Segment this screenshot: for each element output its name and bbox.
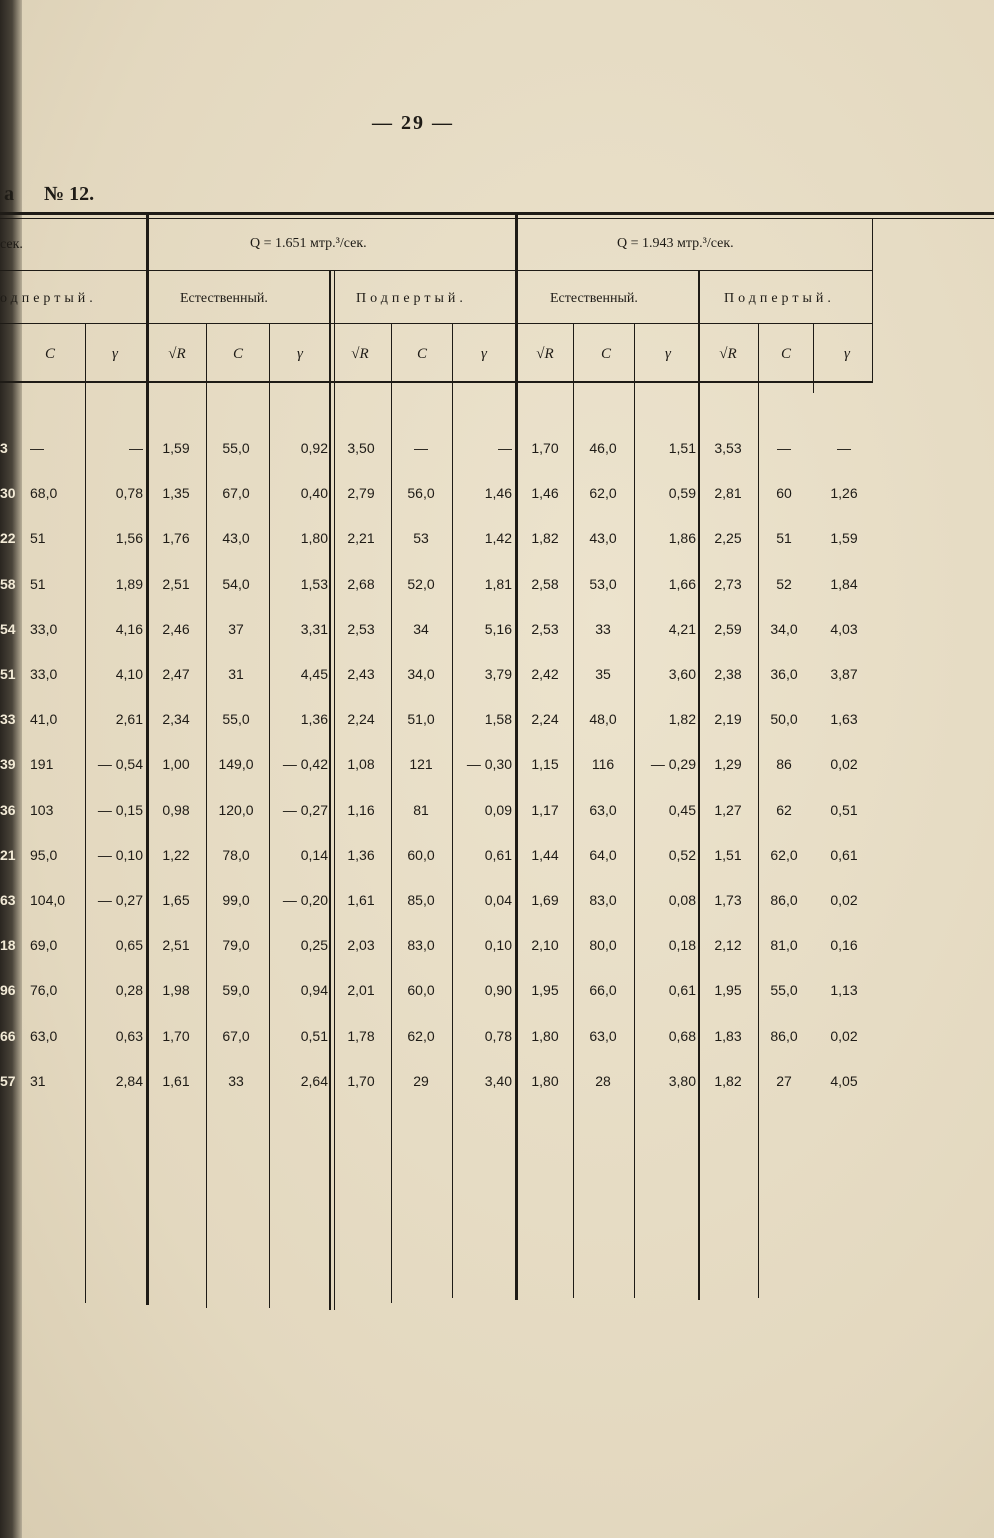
table-cell: —	[129, 440, 143, 456]
table-cell: 2,53	[347, 621, 375, 637]
table-cell: 2,51	[162, 937, 190, 953]
table-cell: 33,0	[30, 666, 58, 682]
table-cell: 1,69	[531, 892, 559, 908]
table-cell: 1,51	[714, 847, 742, 863]
table-cell: 0,02	[830, 1028, 858, 1044]
table-cell: 1,53	[300, 576, 328, 592]
sym-gamma-1: γ	[297, 346, 303, 362]
table-cell: 37	[228, 621, 244, 637]
table-cell: — 0,20	[282, 892, 328, 908]
table-cell: 1,15	[531, 756, 559, 772]
table-cell: 0,61	[668, 982, 696, 998]
table-cell-index: 22	[0, 530, 16, 546]
col-rule-f	[573, 323, 574, 1298]
table-cell: 46,0	[589, 440, 617, 456]
table-cell: 33,0	[30, 621, 58, 637]
sym-c-3: C	[600, 346, 611, 362]
table-cell: 60,0	[407, 847, 435, 863]
sym-sqrtR-3: √R	[536, 346, 554, 362]
table-cell: 1,13	[830, 982, 858, 998]
table-cell: 63,0	[30, 1028, 58, 1044]
table-cell: 1,26	[830, 485, 858, 501]
table-cell: —	[30, 440, 44, 456]
table-cell: — 0,29	[650, 756, 696, 772]
table-cell: 1,98	[162, 982, 190, 998]
table-cell: 83,0	[407, 937, 435, 953]
table-cell: — 0,27	[97, 892, 143, 908]
table-cell-index: 96	[0, 982, 16, 998]
table-cell: 86,0	[770, 1028, 798, 1044]
table-cell: 0,92	[300, 440, 328, 456]
table-cell: 2,25	[714, 530, 742, 546]
table-cell: 1,59	[162, 440, 190, 456]
table-cell: 0,59	[668, 485, 696, 501]
table-cell: 0,61	[484, 847, 512, 863]
table-cell: 0,02	[830, 892, 858, 908]
table-cell: 66,0	[589, 982, 617, 998]
table-cell: 2,79	[347, 485, 375, 501]
table-cell: 4,05	[830, 1073, 858, 1089]
table-cell: 4,45	[300, 666, 328, 682]
table-cell: 62	[776, 802, 792, 818]
table-cell: 1,81	[484, 576, 512, 592]
table-cell: 2,24	[347, 711, 375, 727]
table-cell: 1,82	[531, 530, 559, 546]
table-cell: 3,53	[714, 440, 742, 456]
table-cell: 2,53	[531, 621, 559, 637]
table-cell-index: 63	[0, 892, 16, 908]
table-cell: 54,0	[222, 576, 250, 592]
table-cell: 0,14	[300, 847, 328, 863]
table-cell: 2,73	[714, 576, 742, 592]
table-cell: 1,22	[162, 847, 190, 863]
table-cell: 1,73	[714, 892, 742, 908]
table-right-rule	[872, 218, 873, 383]
table-cell: — 0,30	[466, 756, 512, 772]
table-cell: 28	[595, 1073, 611, 1089]
table-cell: 60	[776, 485, 792, 501]
table-cell: 1,65	[162, 892, 190, 908]
table-cell: 0,68	[668, 1028, 696, 1044]
table-cell: 120,0	[218, 802, 254, 818]
table-cell: 55,0	[222, 440, 250, 456]
table-cell: 0,08	[668, 892, 696, 908]
table-top-rule-thin	[0, 218, 994, 219]
table-cell: 1,70	[531, 440, 559, 456]
table-cell: 149,0	[218, 756, 254, 772]
group-rule-2	[515, 215, 518, 1300]
table-cell: 81	[413, 802, 429, 818]
table-cell-index: 39	[0, 756, 16, 772]
table-cell: 79,0	[222, 937, 250, 953]
table-cell: 67,0	[222, 485, 250, 501]
table-cell: 50,0	[770, 711, 798, 727]
table-cell: 62,0	[407, 1028, 435, 1044]
sym-c-0: C	[44, 346, 55, 362]
header-divider-2	[0, 323, 872, 324]
table-cell: 1,80	[531, 1028, 559, 1044]
table-cell: 0,18	[668, 937, 696, 953]
table-cell: 1,83	[714, 1028, 742, 1044]
table-cell: 52	[776, 576, 792, 592]
col-rule-g	[634, 323, 635, 1298]
table-cell: 63,0	[589, 802, 617, 818]
table-cell: 60,0	[407, 982, 435, 998]
col-rule-h	[758, 323, 759, 1298]
table-cell: 34,0	[770, 621, 798, 637]
page-number: — 29 —	[372, 112, 454, 134]
table-cell: 76,0	[30, 982, 58, 998]
table-cell: 3,80	[668, 1073, 696, 1089]
table-cell: 0,04	[484, 892, 512, 908]
table-cell: 2,58	[531, 576, 559, 592]
table-cell: 191	[30, 756, 54, 772]
table-cell: 0,78	[484, 1028, 512, 1044]
table-cell: 43,0	[222, 530, 250, 546]
table-cell: —	[777, 440, 791, 456]
col-rule-i	[813, 323, 814, 393]
table-cell: 86,0	[770, 892, 798, 908]
table-cell: 3,79	[484, 666, 512, 682]
table-cell: 68,0	[30, 485, 58, 501]
table-cell: 1,16	[347, 802, 375, 818]
table-cell: — 0,27	[282, 802, 328, 818]
table-cell: 2,61	[115, 711, 143, 727]
table-cell: 1,80	[531, 1073, 559, 1089]
sym-gamma-0: γ	[112, 346, 118, 362]
sym-gamma-2: γ	[481, 346, 487, 362]
table-cell: 31	[228, 666, 244, 682]
table-cell: 43,0	[589, 530, 617, 546]
table-cell: 31	[30, 1073, 46, 1089]
table-cell: 51	[30, 530, 46, 546]
table-cell: 1,36	[300, 711, 328, 727]
header-bottom-rule	[0, 381, 872, 383]
table-cell: — 0,15	[97, 802, 143, 818]
table-cell: 1,36	[347, 847, 375, 863]
table-cell: 1,89	[115, 576, 143, 592]
table-cell: —	[498, 440, 512, 456]
table-cell: 1,66	[668, 576, 696, 592]
table-cell: 1,59	[830, 530, 858, 546]
table-cell: —	[414, 440, 428, 456]
table-cell: 1,84	[830, 576, 858, 592]
table-cell: 69,0	[30, 937, 58, 953]
table-cell: 55,0	[770, 982, 798, 998]
table-cell-index: 36	[0, 802, 16, 818]
table-cell: 0,94	[300, 982, 328, 998]
table-cell: 1,29	[714, 756, 742, 772]
table-cell: 121	[409, 756, 433, 772]
sym-gamma-4: γ	[844, 346, 850, 362]
table-cell: 0,10	[484, 937, 512, 953]
subgroup-rule-2	[698, 270, 700, 1300]
table-cell: 1,82	[714, 1073, 742, 1089]
table-cell: 1,58	[484, 711, 512, 727]
table-cell: 2,24	[531, 711, 559, 727]
table-cell: 2,81	[714, 485, 742, 501]
table-cell: 0,61	[830, 847, 858, 863]
table-cell: 0,51	[300, 1028, 328, 1044]
col-rule-d	[391, 323, 392, 1303]
table-cell: 33	[228, 1073, 244, 1089]
table-cell-index: 58	[0, 576, 16, 592]
table-cell: 67,0	[222, 1028, 250, 1044]
table-cell: 0,02	[830, 756, 858, 772]
table-cell: 63,0	[589, 1028, 617, 1044]
table-cell: 85,0	[407, 892, 435, 908]
table-cell: 2,51	[162, 576, 190, 592]
table-top-rule	[0, 212, 994, 215]
table-title-fragment: a	[4, 183, 14, 205]
table-cell-index: 51	[0, 666, 16, 682]
table-cell: 0,25	[300, 937, 328, 953]
table-cell: 3,60	[668, 666, 696, 682]
table-cell: 1,51	[668, 440, 696, 456]
table-cell: 1,70	[162, 1028, 190, 1044]
table-cell: 2,68	[347, 576, 375, 592]
table-cell: 2,43	[347, 666, 375, 682]
sym-c-4: C	[780, 346, 791, 362]
table-cell: 56,0	[407, 485, 435, 501]
table-cell-index: 18	[0, 937, 16, 953]
table-cell: 51,0	[407, 711, 435, 727]
table-cell: 1,44	[531, 847, 559, 863]
table-cell: 53	[413, 530, 429, 546]
table-cell: 35	[595, 666, 611, 682]
table-cell: 0,78	[115, 485, 143, 501]
table-cell: 1,56	[115, 530, 143, 546]
header-q2: Q = 1.943 мтр.³/сек.	[617, 236, 734, 251]
header-supported-2: Подпертый.	[724, 291, 835, 306]
subgroup-rule-1	[329, 270, 331, 1310]
subgroup-rule-1b	[334, 270, 335, 1310]
table-cell: 3,40	[484, 1073, 512, 1089]
table-cell: 1,46	[484, 485, 512, 501]
table-cell: 116	[591, 756, 615, 772]
header-divider-1	[0, 270, 872, 271]
table-cell: 0,40	[300, 485, 328, 501]
table-cell: 2,47	[162, 666, 190, 682]
table-cell: 0,65	[115, 937, 143, 953]
table-cell: 1,17	[531, 802, 559, 818]
col-rule-e	[452, 323, 453, 1298]
table-cell: 0,63	[115, 1028, 143, 1044]
table-cell: 1,27	[714, 802, 742, 818]
table-cell: 4,21	[668, 621, 696, 637]
table-cell: 2,59	[714, 621, 742, 637]
table-cell: 52,0	[407, 576, 435, 592]
table-cell: 2,12	[714, 937, 742, 953]
table-cell: 51	[776, 530, 792, 546]
table-cell: 1,63	[830, 711, 858, 727]
table-cell: 2,21	[347, 530, 375, 546]
table-cell: 1,82	[668, 711, 696, 727]
table-cell-index: 57	[0, 1073, 16, 1089]
header-natural-2: Естественный.	[550, 291, 638, 306]
table-cell: 0,09	[484, 802, 512, 818]
table-cell: 4,16	[115, 621, 143, 637]
table-cell: 2,01	[347, 982, 375, 998]
table-cell-index: 54	[0, 621, 16, 637]
table-cell: 103	[30, 802, 54, 818]
table-cell: 34,0	[407, 666, 435, 682]
table-cell: 3,50	[347, 440, 375, 456]
table-cell: 0,98	[162, 802, 190, 818]
table-cell: 55,0	[222, 711, 250, 727]
group-rule-1	[146, 215, 149, 1305]
table-cell: 3,31	[300, 621, 328, 637]
table-cell: 1,46	[531, 485, 559, 501]
table-cell: 33	[595, 621, 611, 637]
table-cell: 0,52	[668, 847, 696, 863]
table-cell: 78,0	[222, 847, 250, 863]
table-cell: 2,03	[347, 937, 375, 953]
table-cell: 0,51	[830, 802, 858, 818]
table-cell: — 0,10	[97, 847, 143, 863]
header-natural-1: Естественный.	[180, 291, 268, 306]
sym-c-2: C	[416, 346, 427, 362]
col-rule-b	[206, 323, 207, 1308]
table-cell: 80,0	[589, 937, 617, 953]
table-cell: 2,46	[162, 621, 190, 637]
table-cell: 1,61	[347, 892, 375, 908]
table-cell: 41,0	[30, 711, 58, 727]
table-cell: 62,0	[770, 847, 798, 863]
table-cell: 51	[30, 576, 46, 592]
table-cell-index: 33	[0, 711, 16, 727]
table-cell: 2,84	[115, 1073, 143, 1089]
table-cell: — 0,54	[97, 756, 143, 772]
table-cell: 81,0	[770, 937, 798, 953]
table-cell: 1,70	[347, 1073, 375, 1089]
table-cell: 3,87	[830, 666, 858, 682]
table-cell-index: 3	[0, 440, 8, 456]
table-cell: 1,61	[162, 1073, 190, 1089]
table-cell: 34	[413, 621, 429, 637]
table-cell: 99,0	[222, 892, 250, 908]
table-cell: 1,35	[162, 485, 190, 501]
table-cell: 4,10	[115, 666, 143, 682]
table-cell: —	[837, 440, 851, 456]
table-cell-index: 66	[0, 1028, 16, 1044]
table-cell: 59,0	[222, 982, 250, 998]
table-cell: 1,95	[531, 982, 559, 998]
table-cell: 29	[413, 1073, 429, 1089]
table-cell: 1,00	[162, 756, 190, 772]
table-title-text: № 12.	[44, 183, 95, 205]
table-cell: 27	[776, 1073, 792, 1089]
table-cell: 1,78	[347, 1028, 375, 1044]
table-cell: 86	[776, 756, 792, 772]
table-cell: 4,03	[830, 621, 858, 637]
table-cell: — 0,42	[282, 756, 328, 772]
table-cell: 64,0	[589, 847, 617, 863]
table-cell: 0,90	[484, 982, 512, 998]
table-cell: 0,45	[668, 802, 696, 818]
table-cell: 53,0	[589, 576, 617, 592]
table-cell: 2,34	[162, 711, 190, 727]
sym-sqrtR-1: √R	[168, 346, 186, 362]
table-cell: 1,95	[714, 982, 742, 998]
header-q1: Q = 1.651 мтр.³/сек.	[250, 236, 367, 251]
table-cell: 2,10	[531, 937, 559, 953]
table-cell: 1,80	[300, 530, 328, 546]
table-cell: 5,16	[484, 621, 512, 637]
table-cell: 95,0	[30, 847, 58, 863]
table-cell-index: 30	[0, 485, 16, 501]
sym-c-1: C	[232, 346, 243, 362]
table-cell-index: 21	[0, 847, 16, 863]
sym-gamma-3: γ	[665, 346, 671, 362]
table-cell: 2,19	[714, 711, 742, 727]
table-cell: 2,42	[531, 666, 559, 682]
table-cell: 48,0	[589, 711, 617, 727]
table-cell: 1,76	[162, 530, 190, 546]
sym-sqrtR-2: √R	[351, 346, 369, 362]
table-cell: 1,08	[347, 756, 375, 772]
table-cell: 1,42	[484, 530, 512, 546]
table-cell: 2,38	[714, 666, 742, 682]
sym-sqrtR-4: √R	[719, 346, 737, 362]
table-cell: 36,0	[770, 666, 798, 682]
table-cell: 2,64	[300, 1073, 328, 1089]
table-cell: 0,16	[830, 937, 858, 953]
header-supported-1: Подпертый.	[356, 291, 467, 306]
table-cell: 0,28	[115, 982, 143, 998]
header-unit-fragment: сек.	[0, 237, 23, 252]
table-cell: 104,0	[30, 892, 66, 908]
table-cell: 83,0	[589, 892, 617, 908]
table-cell: 62,0	[589, 485, 617, 501]
header-supported-fragment: одпертый.	[0, 291, 97, 306]
table-cell: 1,86	[668, 530, 696, 546]
